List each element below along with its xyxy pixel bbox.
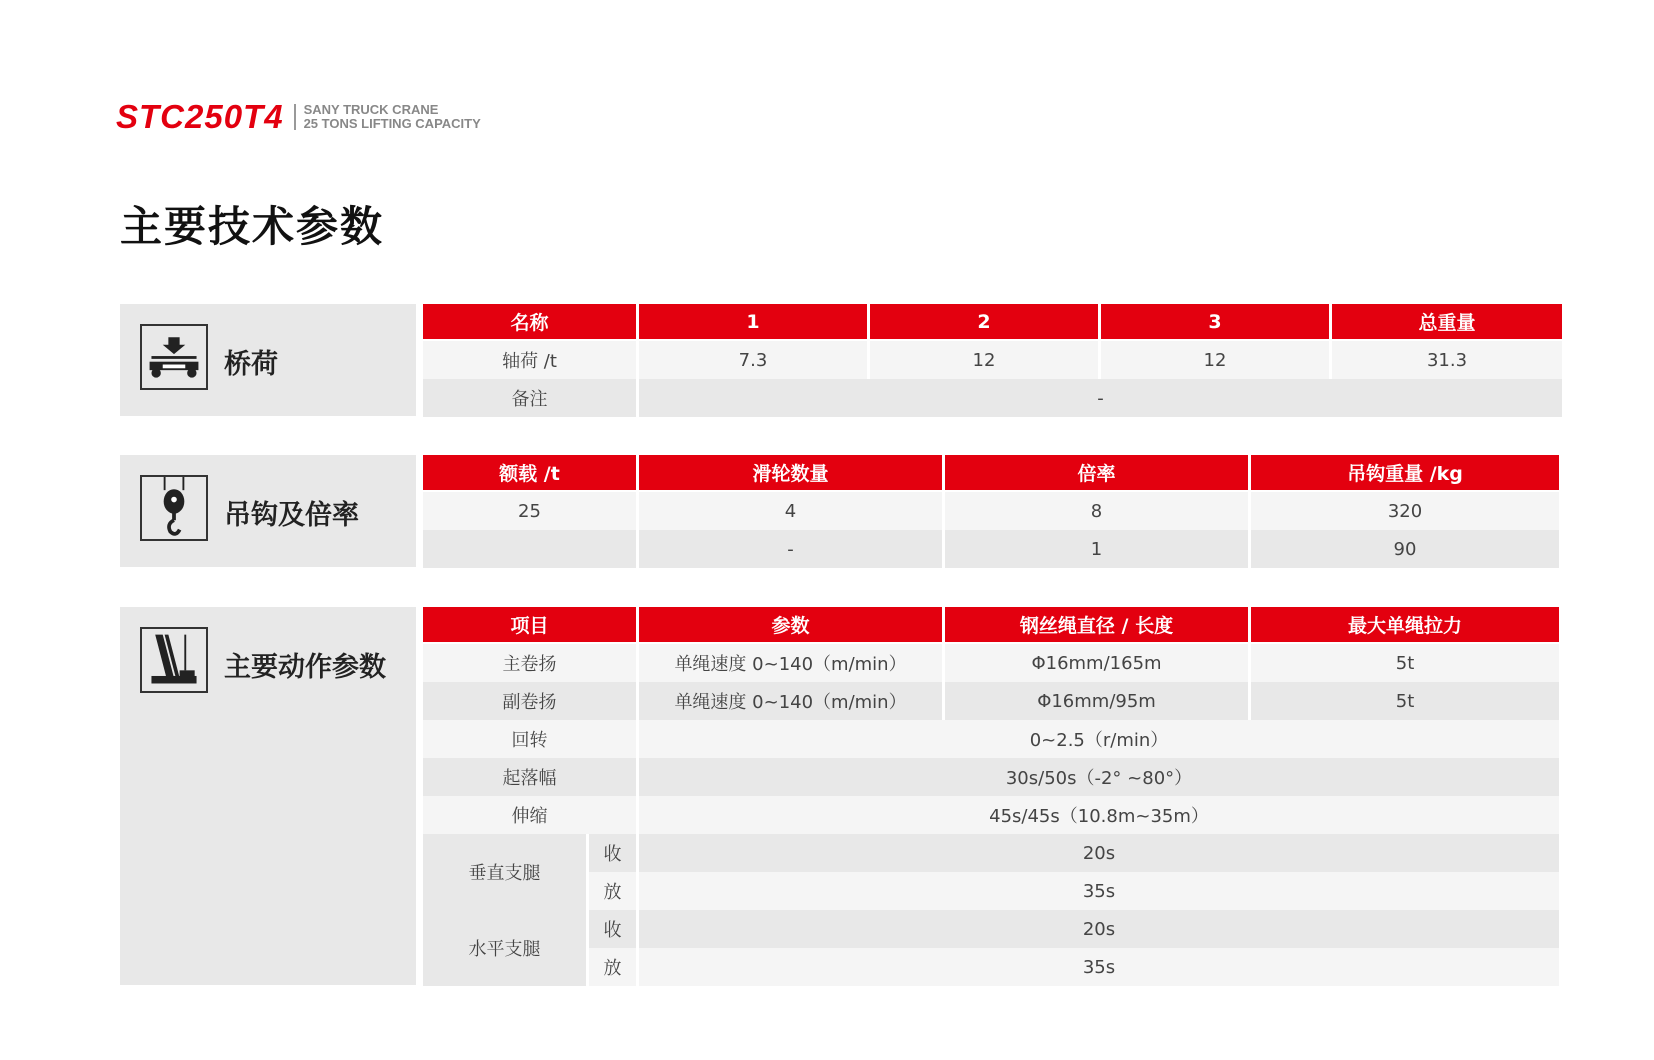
table-cell: 90 bbox=[1251, 530, 1559, 568]
table-cell: 单绳速度 0~140（m/min） bbox=[639, 644, 942, 682]
table-cell: 7.3 bbox=[639, 341, 867, 379]
table-row bbox=[423, 682, 1559, 720]
crane-icon bbox=[140, 627, 208, 693]
table-cell: 4 bbox=[639, 492, 942, 530]
section-label: 主要动作参数 bbox=[224, 652, 386, 683]
table-cell: 20s bbox=[639, 834, 1559, 872]
table-row bbox=[423, 796, 1559, 834]
table-cell bbox=[423, 530, 636, 568]
table-row bbox=[423, 720, 1559, 758]
logo-subtitle-line1: SANY TRUCK CRANE bbox=[303, 102, 439, 117]
section-label: 桥荷 bbox=[224, 349, 278, 380]
hook-section bbox=[120, 455, 1550, 567]
page-title: 主要技术参数 bbox=[120, 202, 385, 251]
table-header: 倍率 bbox=[945, 455, 1248, 492]
row-label: 水平支腿 bbox=[423, 910, 586, 986]
section-side-panel bbox=[120, 455, 416, 567]
table-row bbox=[423, 910, 1559, 948]
table-header: 吊钩重量 /kg bbox=[1251, 455, 1559, 492]
table-header: 钢丝绳直径 / 长度 bbox=[945, 607, 1248, 644]
table-row bbox=[423, 379, 1562, 417]
table-header: 参数 bbox=[639, 607, 942, 644]
table-cell: - bbox=[639, 530, 942, 568]
table-cell: 0~2.5（r/min） bbox=[639, 720, 1559, 758]
table-cell: 30s/50s（-2° ~80°） bbox=[639, 758, 1559, 796]
table-header: 总重量 bbox=[1332, 304, 1562, 341]
axle-load-section bbox=[120, 304, 1550, 416]
sub-label: 收 bbox=[589, 834, 636, 872]
actions-table bbox=[420, 607, 1562, 986]
table-cell: 8 bbox=[945, 492, 1248, 530]
table-row bbox=[423, 948, 1559, 986]
section-side-panel bbox=[120, 607, 416, 985]
section-side-panel bbox=[120, 304, 416, 416]
row-label: 备注 bbox=[423, 379, 636, 417]
logo-subtitle-line2: 25 TONS LIFTING CAPACITY bbox=[303, 116, 481, 131]
table-row bbox=[423, 644, 1559, 682]
sub-label: 放 bbox=[589, 948, 636, 986]
table-header: 3 bbox=[1101, 304, 1329, 341]
axle-load-table bbox=[420, 304, 1565, 417]
row-label: 主卷扬 bbox=[423, 644, 636, 682]
sub-label: 收 bbox=[589, 910, 636, 948]
table-cell: 35s bbox=[639, 872, 1559, 910]
actions-section bbox=[120, 607, 1550, 985]
brand-logo bbox=[116, 100, 481, 134]
table-cell: 320 bbox=[1251, 492, 1559, 530]
table-cell: 25 bbox=[423, 492, 636, 530]
table-cell: 20s bbox=[639, 910, 1559, 948]
row-label: 副卷扬 bbox=[423, 682, 636, 720]
table-row bbox=[423, 872, 1559, 910]
table-cell: Φ16mm/165m bbox=[945, 644, 1248, 682]
table-cell: 31.3 bbox=[1332, 341, 1562, 379]
table-row bbox=[423, 341, 1562, 379]
table-header: 额载 /t bbox=[423, 455, 636, 492]
table-row bbox=[423, 492, 1559, 530]
table-header: 2 bbox=[870, 304, 1098, 341]
table-header: 名称 bbox=[423, 304, 636, 341]
table-header: 项目 bbox=[423, 607, 636, 644]
table-row bbox=[423, 530, 1559, 568]
table-cell: 1 bbox=[945, 530, 1248, 568]
table-header: 最大单绳拉力 bbox=[1251, 607, 1559, 644]
table-cell: 35s bbox=[639, 948, 1559, 986]
table-cell: 5t bbox=[1251, 644, 1559, 682]
hook-table bbox=[420, 455, 1562, 568]
logo-divider bbox=[294, 104, 296, 130]
table-header: 滑轮数量 bbox=[639, 455, 942, 492]
section-label: 吊钩及倍率 bbox=[224, 500, 359, 531]
row-label: 垂直支腿 bbox=[423, 834, 586, 910]
table-cell: 12 bbox=[1101, 341, 1329, 379]
row-label: 起落幅 bbox=[423, 758, 636, 796]
hook-icon bbox=[140, 475, 208, 541]
table-cell: 12 bbox=[870, 341, 1098, 379]
table-cell: 单绳速度 0~140（m/min） bbox=[639, 682, 942, 720]
model-name: STC250T4 bbox=[116, 98, 284, 135]
table-row bbox=[423, 834, 1559, 872]
axle-load-icon bbox=[140, 324, 208, 390]
row-label: 伸缩 bbox=[423, 796, 636, 834]
table-row bbox=[423, 758, 1559, 796]
row-label: 轴荷 /t bbox=[423, 341, 636, 379]
logo-subtitle bbox=[304, 103, 481, 131]
table-header: 1 bbox=[639, 304, 867, 341]
row-label: 回转 bbox=[423, 720, 636, 758]
table-cell: - bbox=[639, 379, 1562, 417]
table-cell: 5t bbox=[1251, 682, 1559, 720]
sub-label: 放 bbox=[589, 872, 636, 910]
table-cell: Φ16mm/95m bbox=[945, 682, 1248, 720]
table-cell: 45s/45s（10.8m~35m） bbox=[639, 796, 1559, 834]
